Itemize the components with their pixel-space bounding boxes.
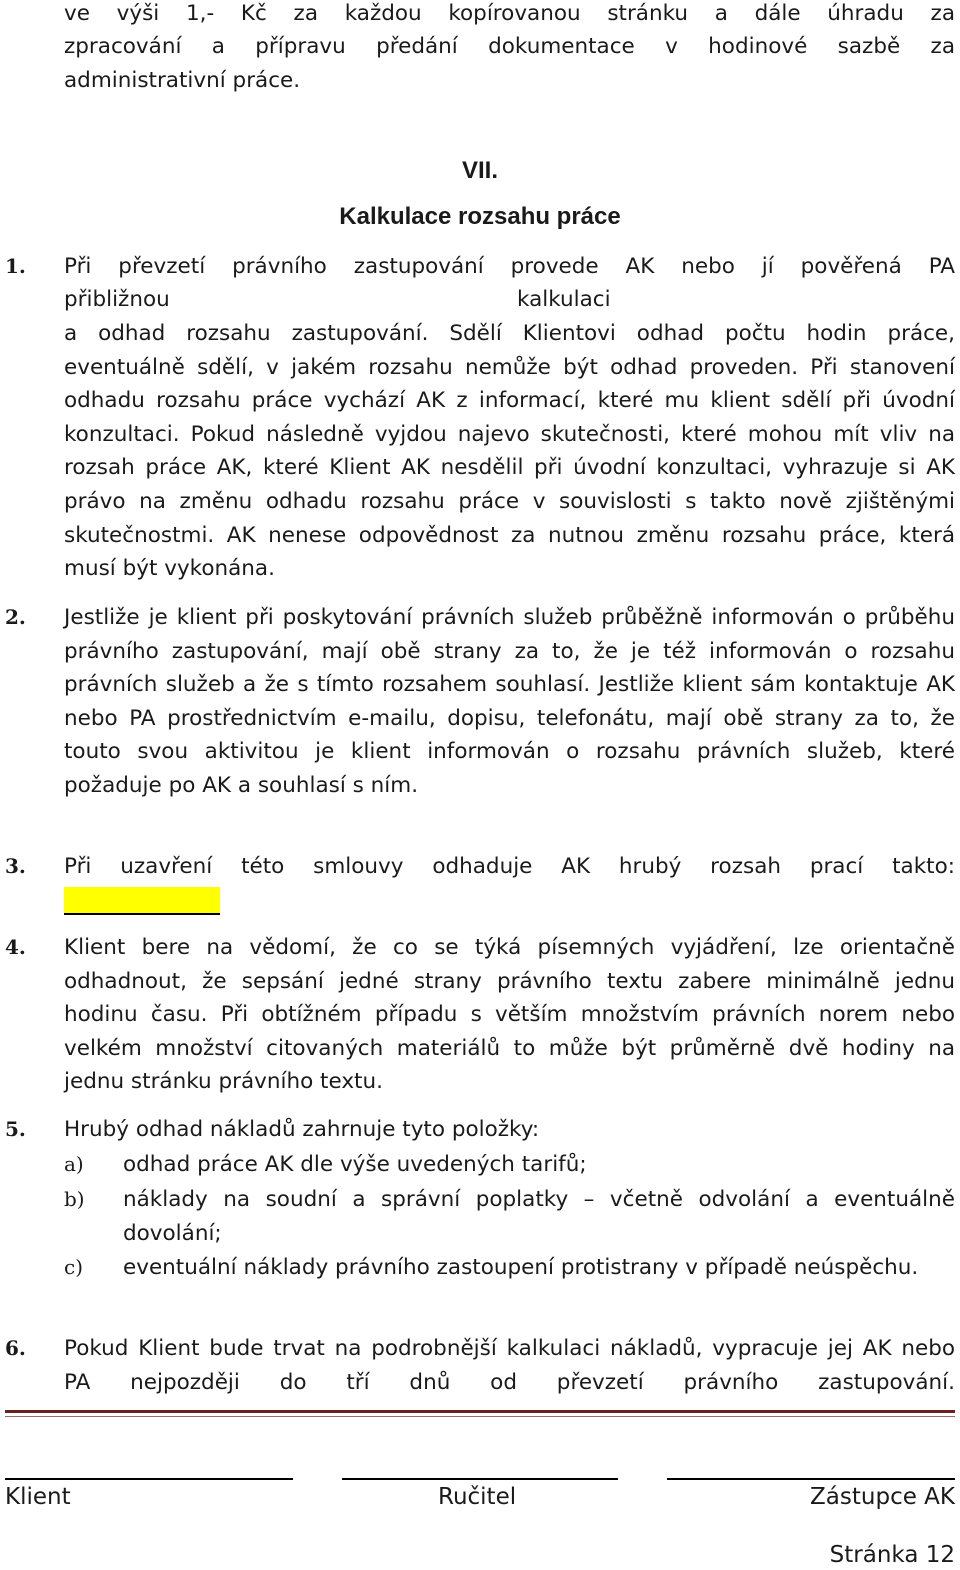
item-6-body: Pokud Klient bude trvat na podrobnější kalkulaci nákladů, vypracuje jej AK nebo PA nejpozději do tří dnů od převzetí právního zastupování. [64,1336,955,1395]
client-signature-line[interactable] [5,1478,293,1480]
item-4-body: Klient bere na vědomí, že co se týká písemných vyjádření, lze orientačně odhadnout, že sepsání jedné strany právního textu zabere minimálně jednu hodinu času. Při obtížném případu s větším množstvím právních norem nebo velkém množství citovaných materiálů to může být průměrně dvě hodiny na jednu stránku právního textu. [64,935,955,1095]
sub-item-a-letter: a) [64,1152,84,1176]
sub-item-c-letter: c) [64,1255,84,1279]
item-5-body: Hrubý odhad nákladů zahrnuje tyto položky: [64,1117,540,1142]
continuation-line-2: zpracování a přípravu předání dokumentace v hodinové sazbě za [64,34,955,59]
continuation-line-1: ve výši 1,- Kč za každou kopírovanou stránku a dále úhradu za [64,1,955,26]
item-6-number: 6. [5,1336,26,1360]
continuation-line-3: administrativní práce. [64,68,301,93]
item-1-number: 1. [5,254,26,278]
client-signature-label: Klient [5,1484,71,1510]
item-1-line-1: Při převzetí právního zastupování provede AK nebo jí pověřená PA [64,254,955,279]
item-2-body: Jestliže je klient při poskytování právních služeb průběžně informován o průběhu právního zastupování, mají obě strany za to, že je též informován o rozsahu právních služeb a že s tímto rozsahem souhlasí. Jestliže klient sám kontaktuje AK nebo PA prostřednictvím e-mailu, dopisu, telefonátu, mají obě strany za to, že touto svou aktivitou je klient informován o rozsahu právních služeb, které požaduje po AK a souhlasí s ním. [64,605,955,798]
representative-signature-line[interactable] [667,1478,955,1480]
item-1-line-2 [64,283,955,317]
representative-signature-label: Zástupce AK [810,1484,955,1510]
item-1-word-kalkulaci: kalkulaci [517,287,611,312]
guarantor-signature-label: Ručitel [438,1484,517,1510]
sub-item-c-text: eventuální náklady právního zastoupení protistrany v případě neúspěchu. [123,1255,919,1280]
item-3-body: Při uzavření této smlouvy odhaduje AK hrubý rozsah prací takto: [64,854,955,879]
estimate-blank-field[interactable] [64,884,955,918]
item-5-number: 5. [5,1117,26,1141]
item-2-number: 2. [5,605,26,629]
footer-rule [5,1410,955,1413]
item-4-number: 4. [5,935,26,959]
item-1-word-priblizne: přibližnou [64,287,170,312]
highlighted-blank [64,887,220,915]
footer-rule-thin [5,1416,955,1417]
sub-item-a-text: odhad práce AK dle výše uvedených tarifů; [123,1152,587,1177]
sub-item-b-letter: b) [64,1187,85,1211]
page-number: Stránka 12 [829,1542,955,1568]
sub-item-b-text: náklady na soudní a správní poplatky – včetně odvolání a eventuálně dovolání; [123,1187,955,1246]
item-3-number: 3. [5,854,26,878]
section-title: Kalkulace rozsahu práce [339,203,621,230]
guarantor-signature-line[interactable] [342,1478,618,1480]
section-number: VII. [461,157,498,184]
item-1-body: a odhad rozsahu zastupování. Sdělí Klientovi odhad počtu hodin práce, eventuálně sdělí, v jakém rozsahu nemůže být odhad proveden. Při stanovení odhadu rozsahu práce vychází AK z informací, které mu klient sdělí při úvodní konzultaci. Pokud následně vyjdou najevo skutečnosti, které mohou mít vliv na rozsah práce AK, které Klient AK nesdělil při úvodní konzultaci, vyhrazuje si AK právo na změnu odhadu rozsahu práce v souvislosti s takto nově zjištěnými skutečnostmi. AK nenese odpovědnost za nutnou změnu rozsahu práce, která musí být vykonána. [64,321,955,582]
